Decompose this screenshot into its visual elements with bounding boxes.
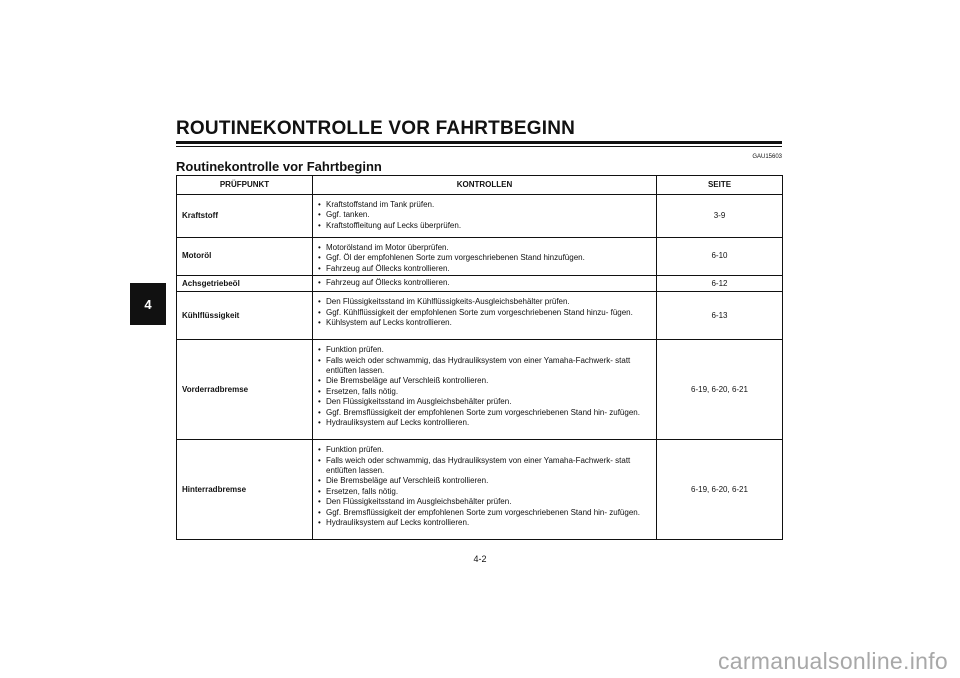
- chapter-title: ROUTINEKONTROLLE VOR FAHRTBEGINN: [176, 118, 576, 139]
- row-item-label: Achsgetriebeöl: [177, 276, 313, 292]
- table-row-achsgetriebeoel: [177, 276, 783, 292]
- row-item-label: Kühlflüssigkeit: [177, 292, 313, 340]
- check-item: • Falls weich oder schwammig, das Hydrauliksystem von einer Yamaha-Fachwerk- statt entlüften lassen.: [317, 356, 652, 377]
- row-item-label: Hinterradbremse: [177, 440, 313, 540]
- row-item-label: Motoröl: [177, 238, 313, 276]
- check-item: • Die Bremsbeläge auf Verschleiß kontrollieren.: [317, 476, 652, 486]
- row-checks: [313, 238, 657, 276]
- check-item: • Falls weich oder schwammig, das Hydrauliksystem von einer Yamaha-Fachwerk- statt entlüften lassen.: [317, 456, 652, 477]
- chapter-tab: 4: [130, 283, 166, 325]
- check-item: • Den Flüssigkeitsstand im Ausgleichsbehälter prüfen.: [317, 397, 652, 407]
- row-checks: [313, 340, 657, 440]
- table-row-motoroel: [177, 238, 783, 276]
- row-checks: [313, 276, 657, 292]
- column-header-item: PRÜFPUNKT: [177, 176, 313, 195]
- check-item: • Kraftstoffstand im Tank prüfen.: [317, 200, 652, 210]
- watermark: carmanualsonline.info: [717, 648, 948, 674]
- row-page-ref: 6-10: [657, 238, 783, 276]
- check-item: • Den Flüssigkeitsstand im Kühlflüssigkeits-Ausgleichsbehälter prüfen.: [317, 297, 652, 307]
- row-page-ref: 3-9: [657, 195, 783, 238]
- table-row-hinterradbremse: [177, 440, 783, 540]
- row-checks: [313, 440, 657, 540]
- check-item: • Kraftstoffleitung auf Lecks überprüfen.: [317, 221, 652, 231]
- row-page-ref: 6-19, 6-20, 6-21: [657, 440, 783, 540]
- table-header-row: [177, 176, 783, 195]
- check-item: • Ggf. tanken.: [317, 210, 652, 220]
- check-item: • Ggf. Bremsflüssigkeit der empfohlenen Sorte zum vorgeschriebenen Stand hin- zufügen.: [317, 508, 652, 518]
- check-item: • Ggf. Öl der empfohlenen Sorte zum vorgeschriebenen Stand hinzufügen.: [317, 253, 652, 263]
- check-item: • Hydrauliksystem auf Lecks kontrollieren.: [317, 518, 652, 528]
- inspection-table: [176, 175, 783, 540]
- check-item: • Ggf. Bremsflüssigkeit der empfohlenen Sorte zum vorgeschriebenen Stand hin- zufügen.: [317, 408, 652, 418]
- check-item: • Funktion prüfen.: [317, 345, 652, 355]
- check-item: • Ersetzen, falls nötig.: [317, 387, 652, 397]
- check-item: • Motorölstand im Motor überprüfen.: [317, 243, 652, 253]
- row-item-label: Kraftstoff: [177, 195, 313, 238]
- row-checks: [313, 292, 657, 340]
- check-item: • Hydrauliksystem auf Lecks kontrollieren.: [317, 418, 652, 428]
- section-title: Routinekontrolle vor Fahrtbeginn: [176, 159, 382, 174]
- check-item: • Kühlsystem auf Lecks kontrollieren.: [317, 318, 652, 328]
- column-header-checks: KONTROLLEN: [313, 176, 657, 195]
- check-item: • Die Bremsbeläge auf Verschleiß kontrollieren.: [317, 376, 652, 386]
- check-item: • Den Flüssigkeitsstand im Ausgleichsbehälter prüfen.: [317, 497, 652, 507]
- document-code: GAU15603: [752, 154, 782, 160]
- row-page-ref: 6-19, 6-20, 6-21: [657, 340, 783, 440]
- row-item-label: Vorderradbremse: [177, 340, 313, 440]
- table-row-kraftstoff: [177, 195, 783, 238]
- header-rule-thin: [176, 146, 782, 147]
- column-header-page: SEITE: [657, 176, 783, 195]
- page-number: 4-2: [473, 554, 487, 564]
- check-item: • Ersetzen, falls nötig.: [317, 487, 652, 497]
- check-item: • Funktion prüfen.: [317, 445, 652, 455]
- table-row-kuehlfluessigkeit: [177, 292, 783, 340]
- check-item: • Ggf. Kühlflüssigkeit der empfohlenen Sorte zum vorgeschriebenen Stand hinzu- fügen.: [317, 308, 652, 318]
- header-rule-thick: [176, 141, 782, 144]
- row-page-ref: 6-12: [657, 276, 783, 292]
- row-page-ref: 6-13: [657, 292, 783, 340]
- row-checks: [313, 195, 657, 238]
- check-item: • Fahrzeug auf Öllecks kontrollieren.: [317, 264, 652, 274]
- check-item: • Fahrzeug auf Öllecks kontrollieren.: [317, 278, 652, 288]
- table-row-vorderradbremse: [177, 340, 783, 440]
